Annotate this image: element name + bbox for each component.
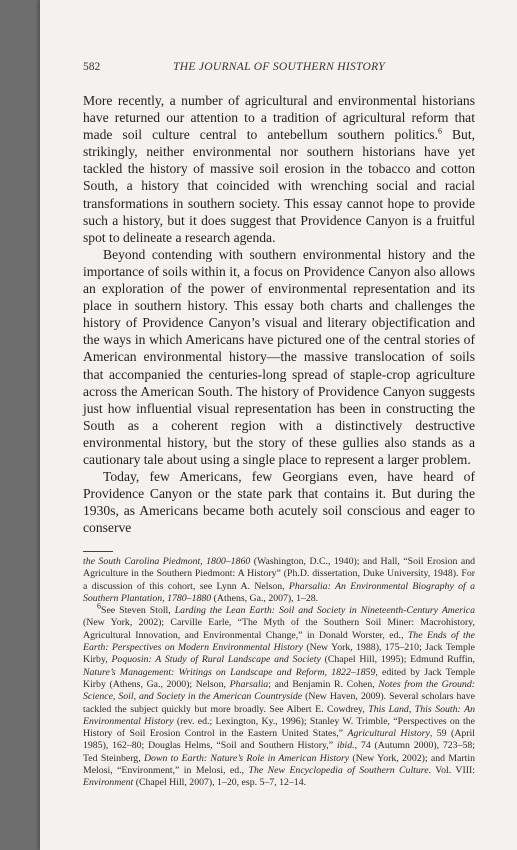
fn-cont-text-1: (Washington, D.C., 1940); and Hall, “Soil Erosion and Agriculture in the Southern Piedmont: A History” (Ph.D. dissertation, Duke University, 1948). For a discussion of this cohort, see Lynn A. Nelson, [83, 556, 475, 592]
footnote-6-number: 6 [97, 601, 101, 611]
fn6-title: Pharsalia [229, 678, 269, 690]
running-header [83, 61, 475, 77]
fn6-text: (New York, 1988), 175–210; Jack Temple Kirby, [83, 642, 475, 666]
fn6-text: , edited by Jack Temple Kirby (Athens, Ga., 2000); Nelson, [83, 666, 475, 690]
body-text [83, 92, 475, 536]
fn6-title: Environment [83, 777, 134, 789]
paragraph-1 [83, 92, 475, 246]
paragraph-1-after-note: But, strikingly, neither environmental nor southern historians have yet tackled the history of massive soil erosion in the tobacco and cotton South, a history that coincided with wrenching social and racial transformations in southern society. This essay cannot hope to provide such a history, but it does suggest that Providence Canyon is a fruitful spot to delineate a research agenda. [83, 127, 476, 245]
fn6-text: ; and Benjamin R. Cohen, [268, 678, 379, 690]
fn6-text: (New Haven, 2009). Several scholars have tackled the subject quickly but more broadly. See Albert E. Cowdrey, [83, 691, 475, 715]
footnotes [83, 556, 475, 790]
fn-cont-title-1: the South Carolina Piedmont, 1800–1860 [83, 556, 251, 567]
fn6-text: (Chapel Hill, 2007), 1–20, esp. 5–7, 12–14. [133, 777, 307, 789]
fn6-text: (Chapel Hill, 1995); Edmund Ruffin, [320, 654, 475, 666]
journal-page [40, 0, 517, 850]
fn6-text: (rev. ed.; Lexington, Ky., 1996); Stanley W. Trimble, “Perspectives on the History of Soil Erosion Control in the Eastern United States,” [83, 715, 475, 740]
fn6-text: , 74 (Autumn 2000), 723–58; Ted Steinberg, [83, 740, 475, 764]
fn6-title: Notes from the Ground: Science, Soil, and Society in the American Countryside [83, 678, 475, 703]
paragraph-3: Today, few Americans, few Georgians even, have heard of Providence Canyon or the state park that contains it. But during the 1930s, as Americans became both acutely soil conscious and eager to conserve [83, 469, 475, 536]
fn6-title: The New Encyclopedia of Southern Culture [248, 765, 429, 777]
footnote-divider [83, 551, 113, 552]
paragraph-1-before-note: More recently, a number of agricultural and environmental historians have returned our attention to a tradition of agricultural reform that made soil culture central to antebellum southern politics. [83, 93, 475, 143]
paragraph-2: Beyond contending with southern environmental history and the importance of soils within it, a focus on Providence Canyon also allows an exploration of the power of environmental representation and its place in southern history. This essay both charts and challenges the history of Providence Canyon’s visual and literary objectification and the ways in which Americans have pictured one of the central stories of American environmental history—the massive translocation of soils that accompanied the centuries-long spread of staple-crop agriculture across the American South. The history of Providence Canyon suggests just how influential visual representation has been in constructing the South as a coherent region with a distinctively destructive environmental history, but the story of these gullies also stands as a cautionary tale about using a single place to represent a larger problem. [83, 246, 475, 467]
fn-cont-title-2: Pharsalia: An Environmental Biography of a Southern Plantation, 1780–1880 [83, 580, 476, 604]
footnote-6 [83, 601, 476, 789]
fn6-title: Nature’s Management: Writings on Landscape and Reform, 1822–1859 [83, 666, 376, 678]
fn6-title: Larding the Lean Earth: Soil and Society in Nineteenth-Century America [174, 605, 476, 617]
fn-cont-text-2: (Athens, Ga., 2007), 1–28. [211, 592, 319, 604]
fn6-text: See Steven Stoll, [101, 605, 175, 617]
fn6-title: Poquosin: A Study of Rural Landscape and Society [111, 654, 321, 666]
fn6-text: (New York, 2002); and Martin Melosi, “Environment,” in Melosi, ed., [83, 752, 475, 777]
fn6-title: The Ends of the Earth: Perspectives on Modern Environmental History [83, 629, 475, 654]
running-title: THE JOURNAL OF SOUTHERN HISTORY [173, 61, 385, 73]
fn6-text: . Vol. VIII: [428, 765, 475, 777]
fn6-title: ibid. [336, 740, 355, 752]
fn6-title: Down to Earth: Nature’s Role in American History [143, 752, 350, 764]
page-number: 582 [83, 61, 101, 73]
fn6-title: This Land, This South: An Environmental History [83, 703, 475, 727]
fn6-title: Agricultural History [347, 728, 430, 740]
fn6-text: , 59 (April 1985), 162–80; Douglas Helms, “Soil and Southern History,” [83, 728, 475, 752]
footnote-ref-6[interactable]: 6 [437, 126, 442, 136]
footnote-continued [83, 556, 475, 605]
fn6-text: (New York, 2002); Carville Earle, “The Myth of the Southern Soil Miner: Macrohistory, Agricultural Innovation, and Environmental Change,” in Donald Worster, ed., [83, 617, 475, 641]
